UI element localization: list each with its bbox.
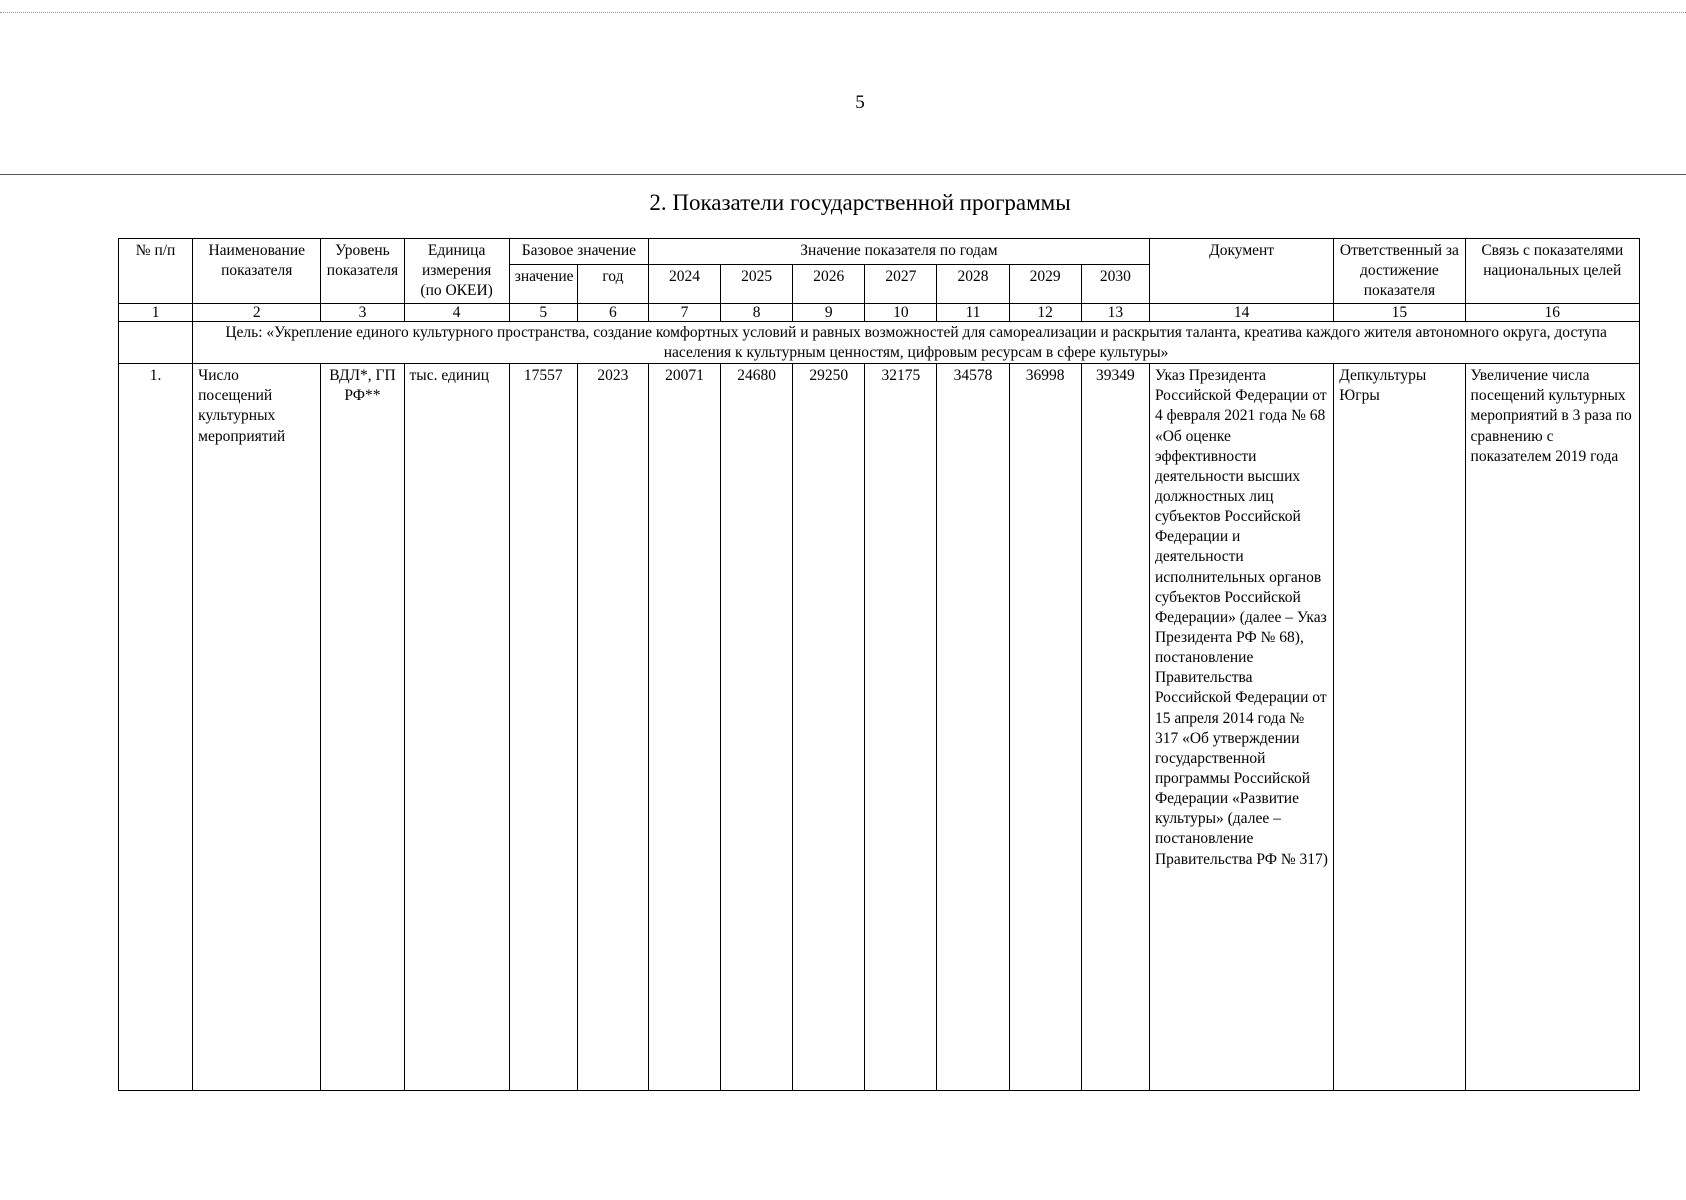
header-base-year: год (577, 265, 648, 304)
column-number: 6 (577, 304, 648, 322)
column-number: 11 (937, 304, 1009, 322)
header-year-2025: 2025 (721, 265, 793, 304)
column-number: 5 (509, 304, 577, 322)
row-unit: тыс. единиц (404, 364, 509, 1091)
row-base-value: 17557 (509, 364, 577, 1091)
header-year-2028: 2028 (937, 265, 1009, 304)
header-link: Связь с показателями национальных целей (1465, 239, 1639, 304)
column-number: 2 (193, 304, 321, 322)
header-year-2024: 2024 (648, 265, 720, 304)
column-number: 16 (1465, 304, 1639, 322)
column-number: 15 (1334, 304, 1465, 322)
row-value-2028: 34578 (937, 364, 1009, 1091)
row-value-2025: 24680 (721, 364, 793, 1091)
header-document: Документ (1149, 239, 1333, 304)
row-value-2029: 36998 (1009, 364, 1081, 1091)
goal-row (119, 322, 1640, 364)
header-name: Наименование показателя (193, 239, 321, 304)
row-value-2027: 32175 (865, 364, 937, 1091)
header-years-group: Значение показателя по годам (648, 239, 1149, 265)
row-value-2030: 39349 (1081, 364, 1149, 1091)
column-number: 13 (1081, 304, 1149, 322)
column-number: 12 (1009, 304, 1081, 322)
header-unit: Единица измерения (по ОКЕИ) (404, 239, 509, 304)
header-responsible: Ответственный за достижение показателя (1334, 239, 1465, 304)
header-base: Базовое значение (509, 239, 648, 265)
row-responsible: Депкультуры Югры (1334, 364, 1465, 1091)
column-number: 7 (648, 304, 720, 322)
row-level: ВДЛ*, ГП РФ** (321, 364, 404, 1091)
goal-text: Цель: «Укрепление единого культурного пространства, создание комфортных условий и равных возможностей для самореализации и раскрытия таланта, креатива каждого жителя автономного округа, доступа населения к культурным ценностям, цифровым ресурсам в сфере культуры» (193, 322, 1640, 364)
section-title: 2. Показатели государственной программы (649, 190, 1071, 215)
header-year-2026: 2026 (793, 265, 865, 304)
header-row-1 (119, 239, 1640, 265)
header-base-value: значение (509, 265, 577, 304)
row-num: 1. (119, 364, 193, 1091)
column-number: 9 (793, 304, 865, 322)
indicators-table (118, 238, 1640, 1091)
header-num: № п/п (119, 239, 193, 304)
column-number: 14 (1149, 304, 1333, 322)
column-number: 8 (721, 304, 793, 322)
goal-row-spacer (119, 322, 193, 364)
row-name: Число посещений культурных мероприятий (193, 364, 321, 1091)
row-document: Указ Президента Российской Федерации от 4 февраля 2021 года № 68 «Об оценке эффективности деятельности высших должностных лиц субъектов Российской Федерации и деятельности исполнительных органов субъектов Российской Федерации» (далее – Указ Президента РФ № 68), постановление Правительства Российской Федерации от 15 апреля 2014 года № 317 «Об утверждении государственной программы Российской Федерации «Развитие культуры» (далее – постановление Правительства РФ № 317) (1149, 364, 1333, 1091)
column-number: 1 (119, 304, 193, 322)
header-level: Уровень показателя (321, 239, 404, 304)
header-year-2027: 2027 (865, 265, 937, 304)
header-year-2030: 2030 (1081, 265, 1149, 304)
column-number: 4 (404, 304, 509, 322)
row-value-2026: 29250 (793, 364, 865, 1091)
header-rule (0, 174, 1686, 175)
table-row (119, 364, 1640, 1091)
page-number: 5 (855, 92, 865, 113)
scan-edge-line (0, 12, 1686, 13)
column-number-row (119, 304, 1640, 322)
header-year-2029: 2029 (1009, 265, 1081, 304)
row-value-2024: 20071 (648, 364, 720, 1091)
column-number: 10 (865, 304, 937, 322)
row-link: Увеличение числа посещений культурных мероприятий в 3 раза по сравнению с показателем 2019 года (1465, 364, 1639, 1091)
row-base-year: 2023 (577, 364, 648, 1091)
column-number: 3 (321, 304, 404, 322)
